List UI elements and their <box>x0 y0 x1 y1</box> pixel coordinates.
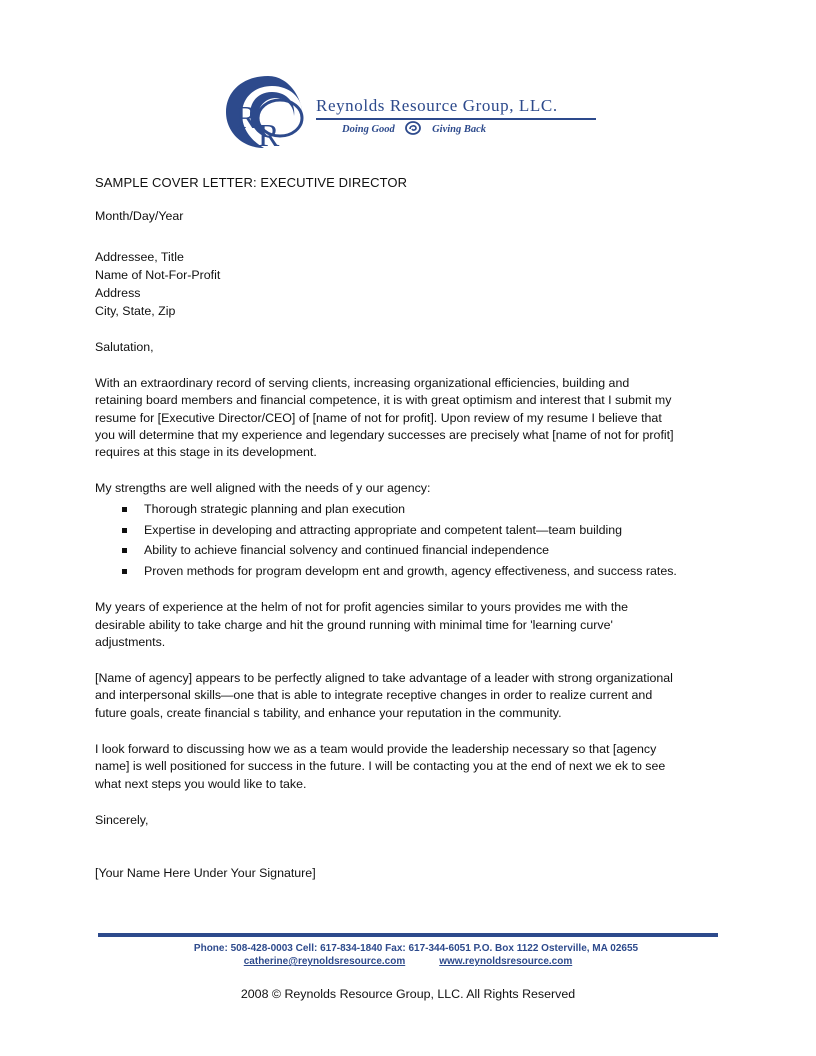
paragraph-line: name] is well positioned for success in the future. I will be contacting you at the end of next we ek to see <box>95 759 666 773</box>
rr-swirl-logo-icon <box>220 70 316 156</box>
swirl-icon <box>405 121 421 135</box>
address-line: Addressee, Title <box>95 250 184 264</box>
list-item-text: Expertise in developing and attracting appropriate and competent talent—team building <box>144 522 623 537</box>
paragraph-line: future goals, create financial s tability, and enhance your reputation in the community. <box>95 706 562 720</box>
logo-initial-r2: R <box>258 117 280 153</box>
paragraph-line: My years of experience at the helm of not for profit agencies similar to yours provides me with the <box>95 600 629 614</box>
strengths-intro: My strengths are well aligned with the needs of y our agency: <box>95 481 431 495</box>
paragraph-line: you will determine that my experience and legendary successes are precisely what [name of not for profit] <box>95 428 674 442</box>
footer-contact: Phone: 508-428-0003 Cell: 617-834-1840 Fax: 617-344-6051 P.O. Box 1122 Osterville, MA 02655 <box>193 943 639 954</box>
salutation: Salutation, <box>95 340 154 354</box>
paragraph-line: requires at this stage in its development. <box>95 445 317 459</box>
tagline-left: Doing Good <box>342 124 395 135</box>
paragraph-line: retaining board members and financial competence, it is with great optimism and interest that I submit my <box>95 393 672 407</box>
copyright: 2008 © Reynolds Resource Group, LLC. All Rights Reserved <box>240 987 576 1001</box>
address-line: Name of Not-For-Profit <box>95 268 221 282</box>
paragraph-line: [Name of agency] appears to be perfectly aligned to take advantage of a leader with strong organizational <box>95 671 673 685</box>
tagline-right: Giving Back <box>432 124 487 135</box>
paragraph-line: With an extraordinary record of serving clients, increasing organizational efficiencies, building and <box>95 376 630 390</box>
bullet-icon <box>122 569 127 574</box>
bullet-icon <box>122 507 127 512</box>
list-item <box>95 522 677 543</box>
email-link[interactable]: catherine@reynoldsresource.com <box>243 956 406 967</box>
address-line: City, State, Zip <box>95 304 176 318</box>
letter-heading: SAMPLE COVER LETTER: EXECUTIVE DIRECTOR <box>95 175 408 190</box>
letterhead-rule <box>316 118 596 120</box>
company-name: Reynolds Resource Group, LLC. <box>316 96 558 115</box>
tagline <box>342 121 486 135</box>
paragraph-line: desirable ability to take charge and hit the ground running with minimal time for 'learning curve' <box>95 618 613 632</box>
bullet-icon <box>122 528 127 533</box>
paragraph-line: resume for [Executive Director/CEO] of [name of not for profit]. Upon review of my resume I believe that <box>95 411 662 425</box>
list-item-text: Proven methods for program developm ent and growth, agency effectiveness, and success rates. <box>144 563 677 578</box>
address-line: Address <box>95 286 141 300</box>
closing: Sincerely, <box>95 813 149 827</box>
strengths-list <box>95 501 677 583</box>
footer-rule <box>98 933 718 937</box>
website-link[interactable]: www.reynoldsresource.com <box>439 956 573 967</box>
company-logo <box>220 70 600 160</box>
list-item <box>95 542 677 563</box>
list-item <box>95 563 677 584</box>
signature-line: [Your Name Here Under Your Signature] <box>95 866 316 880</box>
footer-links <box>0 956 816 967</box>
list-item <box>95 501 677 522</box>
list-item-text: Ability to achieve financial solvency and continued financial independence <box>144 543 550 557</box>
paragraph-line: what next steps you would like to take. <box>95 777 307 791</box>
paragraph-line: adjustments. <box>95 635 166 649</box>
list-item-text: Thorough strategic planning and plan execution <box>144 502 406 516</box>
paragraph-line: and interpersonal skills—one that is able to integrate receptive changes in order to realize current and <box>95 688 653 702</box>
paragraph-line: I look forward to discussing how we as a team would provide the leadership necessary so that [agency <box>95 742 657 756</box>
letter-date: Month/Day/Year <box>95 209 184 223</box>
bullet-icon <box>122 548 127 553</box>
logo-initial-r1: R <box>236 99 258 135</box>
